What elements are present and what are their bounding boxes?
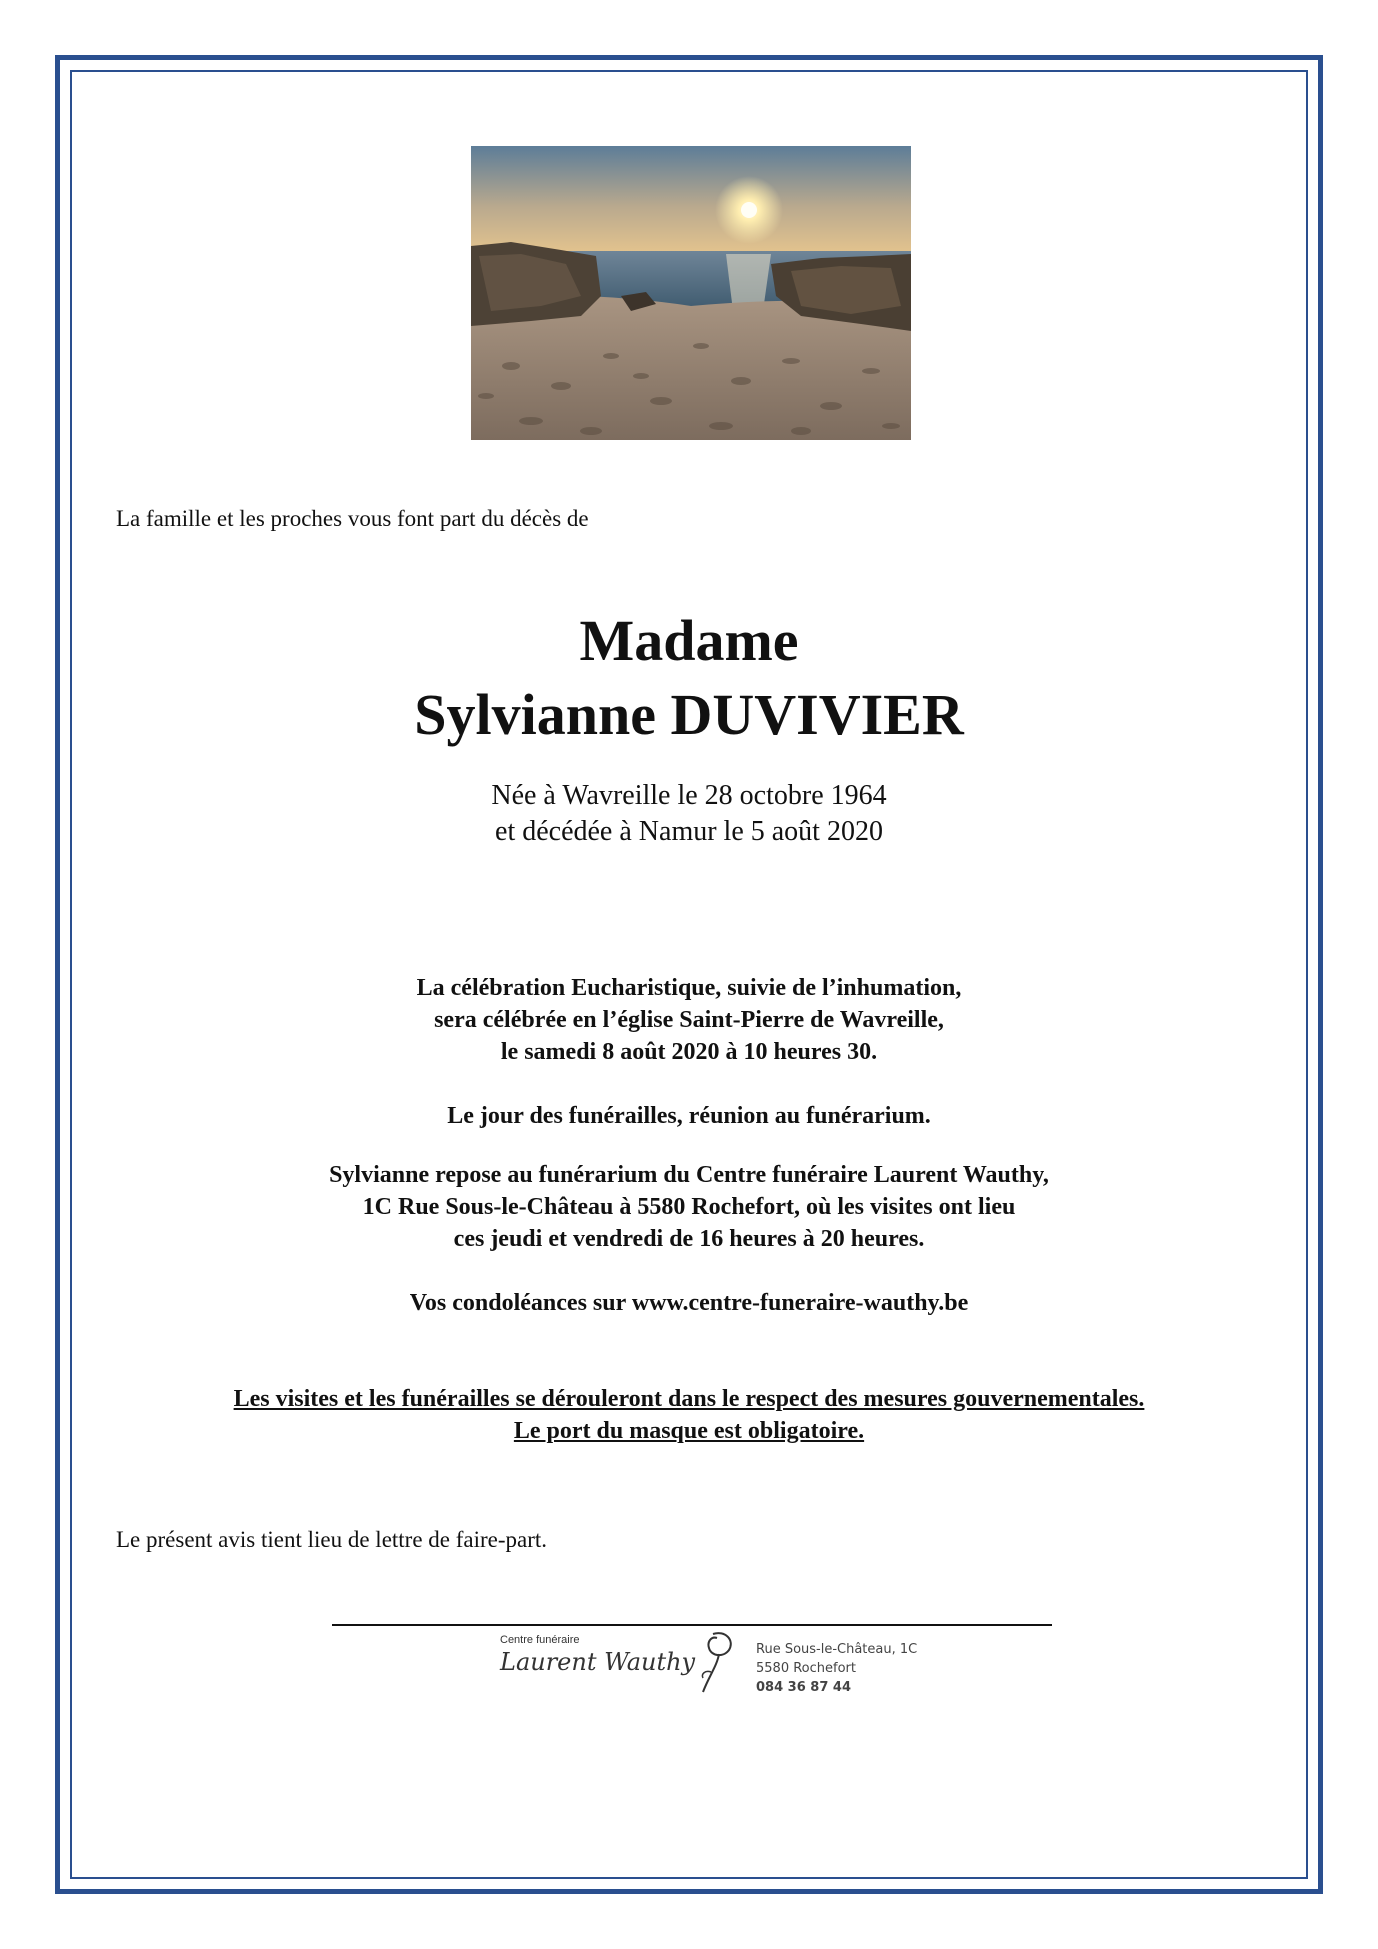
ceremony-line: La célébration Eucharistique, suivie de l’inhumation,: [416, 975, 962, 1001]
birth-death-dates: [0, 778, 1378, 850]
address-line: Rue Sous-le-Château, 1C: [756, 1642, 918, 1657]
ceremony-line: sera célébrée en l’église Saint-Pierre de Wavreille,: [434, 1007, 944, 1033]
meeting-info: Le jour des funérailles, réunion au funérarium.: [447, 1103, 931, 1129]
deceased-title: Madame: [579, 608, 799, 673]
calla-lily-icon: [683, 1626, 743, 1701]
ceremony-info: [0, 972, 1378, 1068]
logo-name: Laurent Wauthy: [500, 1648, 696, 1676]
closing-text: Le présent avis tient lieu de lettre de faire-part.: [116, 1527, 548, 1552]
death-line: et décédée à Namur le 5 août 2020: [495, 816, 883, 847]
birth-line: Née à Wavreille le 28 octobre 1964: [491, 780, 887, 811]
phone-number: 084 36 87 44: [756, 1680, 851, 1695]
intro-text: La famille et les proches vous font part du décès de: [116, 506, 589, 531]
ceremony-line: le samedi 8 août 2020 à 10 heures 30.: [500, 1039, 878, 1065]
address-line: 5580 Rochefort: [756, 1661, 856, 1676]
rest-line: ces jeudi et vendredi de 16 heures à 20 heures.: [453, 1226, 925, 1252]
notice-line: Les visites et les funérailles se dérouleront dans le respect des mesures gouvernementales.: [233, 1386, 1145, 1412]
logo-subtitle: Centre funéraire: [500, 1634, 580, 1646]
funeral-home-address: [756, 1640, 917, 1697]
notice-line: Le port du masque est obligatoire.: [513, 1418, 865, 1444]
rest-line: Sylvianne repose au funérarium du Centre funéraire Laurent Wauthy,: [329, 1162, 1049, 1188]
rest-line: 1C Rue Sous-le-Château à 5580 Rochefort, où les visites ont lieu: [362, 1194, 1016, 1220]
health-notice: [0, 1383, 1378, 1447]
rest-info: [0, 1159, 1378, 1255]
sunset-beach-photo: [471, 146, 911, 440]
deceased-name: Sylvianne DUVIVIER: [414, 682, 964, 747]
condolences-info: Vos condoléances sur www.centre-funeraire-wauthy.be: [409, 1290, 969, 1316]
